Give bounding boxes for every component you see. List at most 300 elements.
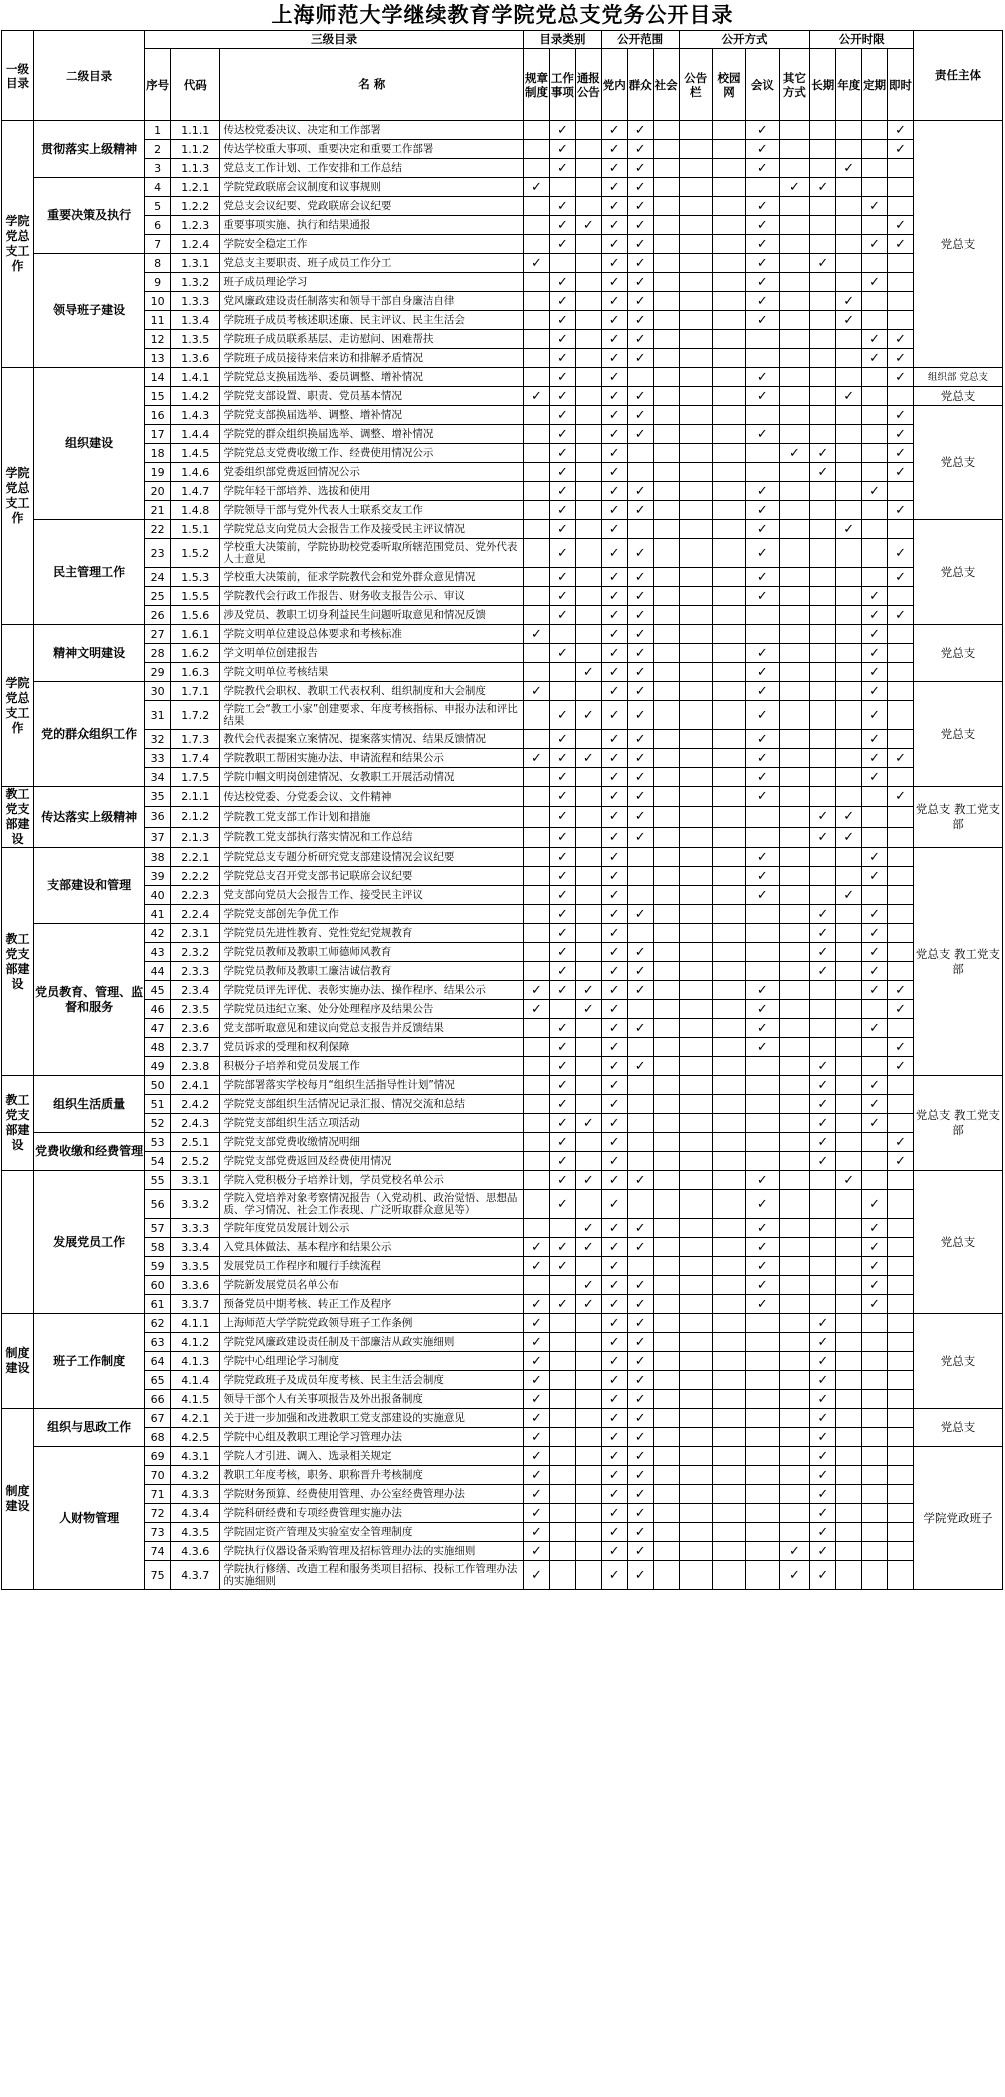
- empty-cell: [549, 254, 575, 273]
- check-mark: ✓: [524, 254, 550, 273]
- check-mark: ✓: [746, 568, 779, 587]
- check-mark: ✓: [627, 178, 653, 197]
- empty-cell: [888, 587, 914, 606]
- empty-cell: [575, 807, 601, 827]
- row-code: 4.2.5: [171, 1428, 220, 1447]
- row-code: 1.3.3: [171, 292, 220, 311]
- row-name: 学院班子成员联系基层、走访慰问、困难帮扶: [220, 330, 524, 349]
- empty-cell: [862, 140, 888, 159]
- empty-cell: [679, 1238, 712, 1257]
- check-mark: ✓: [601, 962, 627, 981]
- row-code: 2.3.2: [171, 943, 220, 962]
- empty-cell: [712, 749, 745, 768]
- row-seq: 43: [145, 943, 171, 962]
- empty-cell: [575, 197, 601, 216]
- empty-cell: [549, 1314, 575, 1333]
- empty-cell: [653, 1019, 679, 1038]
- empty-cell: [524, 1019, 550, 1038]
- empty-cell: [575, 273, 601, 292]
- check-mark: ✓: [601, 273, 627, 292]
- empty-cell: [524, 827, 550, 847]
- disclosure-table: [1, 30, 1003, 1590]
- empty-cell: [575, 962, 601, 981]
- row-seq: 73: [145, 1523, 171, 1542]
- empty-cell: [836, 349, 862, 368]
- check-mark: ✓: [524, 1409, 550, 1428]
- empty-cell: [627, 520, 653, 539]
- row-seq: 59: [145, 1257, 171, 1276]
- empty-cell: [888, 254, 914, 273]
- empty-cell: [810, 981, 836, 1000]
- row-seq: 5: [145, 197, 171, 216]
- empty-cell: [679, 444, 712, 463]
- empty-cell: [836, 1276, 862, 1295]
- header-level3: 三级目录: [145, 31, 524, 49]
- empty-cell: [836, 406, 862, 425]
- level2-label: 组织生活质量: [34, 1076, 145, 1133]
- empty-cell: [679, 1095, 712, 1114]
- row-name: 学院领导干部与党外代表人士联系交友工作: [220, 501, 524, 520]
- empty-cell: [575, 387, 601, 406]
- row-code: 4.1.4: [171, 1371, 220, 1390]
- check-mark: ✓: [746, 216, 779, 235]
- empty-cell: [575, 1523, 601, 1542]
- empty-cell: [836, 1076, 862, 1095]
- empty-cell: [836, 1152, 862, 1171]
- check-mark: ✓: [888, 330, 914, 349]
- empty-cell: [836, 644, 862, 663]
- check-mark: ✓: [549, 1238, 575, 1257]
- empty-cell: [653, 1038, 679, 1057]
- empty-cell: [679, 292, 712, 311]
- check-mark: ✓: [601, 1114, 627, 1133]
- check-mark: ✓: [601, 1371, 627, 1390]
- check-mark: ✓: [601, 1152, 627, 1171]
- check-mark: ✓: [810, 924, 836, 943]
- empty-cell: [779, 539, 810, 568]
- check-mark: ✓: [627, 1371, 653, 1390]
- check-mark: ✓: [862, 1114, 888, 1133]
- empty-cell: [836, 1257, 862, 1276]
- empty-cell: [836, 197, 862, 216]
- row-name: 学院党员先进性教育、党性党纪党规教育: [220, 924, 524, 943]
- table-row: [2, 216, 1003, 235]
- empty-cell: [653, 768, 679, 787]
- header-col-9: 其它方式: [779, 49, 810, 121]
- check-mark: ✓: [601, 663, 627, 682]
- empty-cell: [653, 501, 679, 520]
- check-mark: ✓: [862, 867, 888, 886]
- table-row: [2, 568, 1003, 587]
- empty-cell: [888, 1190, 914, 1219]
- empty-cell: [653, 311, 679, 330]
- empty-cell: [653, 292, 679, 311]
- empty-cell: [862, 121, 888, 140]
- empty-cell: [862, 1504, 888, 1523]
- row-code: 1.6.2: [171, 644, 220, 663]
- row-name: 学院科研经费和专项经费管理实施办法: [220, 1504, 524, 1523]
- check-mark: ✓: [627, 606, 653, 625]
- row-code: 4.3.2: [171, 1466, 220, 1485]
- empty-cell: [575, 1152, 601, 1171]
- row-code: 3.3.4: [171, 1238, 220, 1257]
- empty-cell: [779, 1371, 810, 1390]
- row-code: 1.3.1: [171, 254, 220, 273]
- empty-cell: [679, 807, 712, 827]
- empty-cell: [653, 943, 679, 962]
- header-col-8: 会议: [746, 49, 779, 121]
- empty-cell: [549, 1447, 575, 1466]
- empty-cell: [888, 1114, 914, 1133]
- empty-cell: [653, 1485, 679, 1504]
- empty-cell: [712, 943, 745, 962]
- empty-cell: [862, 886, 888, 905]
- row-name: 学院工会“教工小家”创建要求、年度考核指标、申报办法和评比结果: [220, 701, 524, 730]
- row-seq: 47: [145, 1019, 171, 1038]
- check-mark: ✓: [601, 1295, 627, 1314]
- row-name: 发展党员工作程序和履行手续流程: [220, 1257, 524, 1276]
- check-mark: ✓: [549, 867, 575, 886]
- check-mark: ✓: [601, 159, 627, 178]
- check-mark: ✓: [601, 1219, 627, 1238]
- check-mark: ✓: [601, 1390, 627, 1409]
- row-code: 4.3.6: [171, 1542, 220, 1561]
- check-mark: ✓: [810, 943, 836, 962]
- check-mark: ✓: [549, 924, 575, 943]
- check-mark: ✓: [862, 1295, 888, 1314]
- table-row: [2, 273, 1003, 292]
- row-name: 学院党总支召开党支部书记联席会议纪要: [220, 867, 524, 886]
- empty-cell: [549, 1542, 575, 1561]
- check-mark: ✓: [601, 463, 627, 482]
- check-mark: ✓: [601, 1038, 627, 1057]
- empty-cell: [679, 1466, 712, 1485]
- empty-cell: [862, 1152, 888, 1171]
- check-mark: ✓: [601, 1504, 627, 1523]
- check-mark: ✓: [601, 1314, 627, 1333]
- row-code: 1.5.6: [171, 606, 220, 625]
- row-code: 1.5.3: [171, 568, 220, 587]
- empty-cell: [679, 254, 712, 273]
- check-mark: ✓: [627, 749, 653, 768]
- empty-cell: [653, 1409, 679, 1428]
- empty-cell: [862, 1000, 888, 1019]
- empty-cell: [627, 463, 653, 482]
- table-row: [2, 867, 1003, 886]
- check-mark: ✓: [601, 311, 627, 330]
- empty-cell: [575, 730, 601, 749]
- row-code: 2.5.1: [171, 1133, 220, 1152]
- empty-cell: [712, 1466, 745, 1485]
- empty-cell: [627, 444, 653, 463]
- row-name: 入党具体做法、基本程序和结果公示: [220, 1238, 524, 1257]
- check-mark: ✓: [524, 1504, 550, 1523]
- empty-cell: [836, 1542, 862, 1561]
- empty-cell: [653, 1057, 679, 1076]
- empty-cell: [679, 1000, 712, 1019]
- table-row: [2, 197, 1003, 216]
- empty-cell: [836, 1238, 862, 1257]
- check-mark: ✓: [627, 349, 653, 368]
- empty-cell: [779, 368, 810, 387]
- row-name: 学院年度党员发展计划公示: [220, 1219, 524, 1238]
- empty-cell: [836, 1466, 862, 1485]
- row-name: 班子成员理论学习: [220, 273, 524, 292]
- row-code: 2.2.2: [171, 867, 220, 886]
- check-mark: ✓: [549, 943, 575, 962]
- empty-cell: [746, 1409, 779, 1428]
- empty-cell: [575, 905, 601, 924]
- empty-cell: [862, 216, 888, 235]
- empty-cell: [575, 1314, 601, 1333]
- empty-cell: [862, 387, 888, 406]
- row-code: 3.3.1: [171, 1171, 220, 1190]
- check-mark: ✓: [601, 520, 627, 539]
- empty-cell: [524, 886, 550, 905]
- empty-cell: [653, 807, 679, 827]
- check-mark: ✓: [862, 1190, 888, 1219]
- empty-cell: [888, 962, 914, 981]
- check-mark: ✓: [627, 159, 653, 178]
- check-mark: ✓: [836, 311, 862, 330]
- empty-cell: [836, 1447, 862, 1466]
- empty-cell: [712, 682, 745, 701]
- empty-cell: [712, 1000, 745, 1019]
- check-mark: ✓: [888, 425, 914, 444]
- empty-cell: [779, 311, 810, 330]
- check-mark: ✓: [549, 1152, 575, 1171]
- empty-cell: [679, 482, 712, 501]
- row-code: 3.3.5: [171, 1257, 220, 1276]
- row-seq: 75: [145, 1561, 171, 1590]
- check-mark: ✓: [601, 444, 627, 463]
- row-seq: 60: [145, 1276, 171, 1295]
- empty-cell: [712, 463, 745, 482]
- check-mark: ✓: [627, 273, 653, 292]
- check-mark: ✓: [888, 1152, 914, 1171]
- empty-cell: [779, 701, 810, 730]
- empty-cell: [679, 368, 712, 387]
- empty-cell: [888, 1276, 914, 1295]
- empty-cell: [653, 539, 679, 568]
- check-mark: ✓: [524, 1523, 550, 1542]
- check-mark: ✓: [779, 1561, 810, 1590]
- check-mark: ✓: [746, 197, 779, 216]
- row-seq: 35: [145, 787, 171, 807]
- table-row: [2, 1523, 1003, 1542]
- table-row: [2, 606, 1003, 625]
- empty-cell: [888, 848, 914, 867]
- empty-cell: [810, 311, 836, 330]
- check-mark: ✓: [746, 482, 779, 501]
- check-mark: ✓: [746, 730, 779, 749]
- row-name: 学校重大决策前，征求学院教代会和党外群众意见情况: [220, 568, 524, 587]
- check-mark: ✓: [524, 1333, 550, 1352]
- check-mark: ✓: [627, 1409, 653, 1428]
- check-mark: ✓: [549, 387, 575, 406]
- table-row: [2, 1057, 1003, 1076]
- check-mark: ✓: [549, 121, 575, 140]
- empty-cell: [779, 1466, 810, 1485]
- check-mark: ✓: [836, 159, 862, 178]
- row-seq: 14: [145, 368, 171, 387]
- row-code: 1.2.4: [171, 235, 220, 254]
- check-mark: ✓: [746, 121, 779, 140]
- empty-cell: [862, 444, 888, 463]
- empty-cell: [549, 178, 575, 197]
- row-name: 学文明单位创建报告: [220, 644, 524, 663]
- empty-cell: [888, 178, 914, 197]
- check-mark: ✓: [862, 349, 888, 368]
- empty-cell: [862, 1409, 888, 1428]
- empty-cell: [862, 1057, 888, 1076]
- empty-cell: [627, 368, 653, 387]
- empty-cell: [779, 1152, 810, 1171]
- row-name: 学院财务预算、经费使用管理、办公室经费管理办法: [220, 1485, 524, 1504]
- row-seq: 20: [145, 482, 171, 501]
- empty-cell: [549, 1333, 575, 1352]
- row-seq: 37: [145, 827, 171, 847]
- row-code: 2.5.2: [171, 1152, 220, 1171]
- check-mark: ✓: [810, 1352, 836, 1371]
- check-mark: ✓: [810, 1523, 836, 1542]
- empty-cell: [746, 606, 779, 625]
- empty-cell: [779, 1114, 810, 1133]
- row-code: 2.3.3: [171, 962, 220, 981]
- empty-cell: [810, 1038, 836, 1057]
- check-mark: ✓: [862, 943, 888, 962]
- row-name: 党总支会议纪要、党政联席会议纪要: [220, 197, 524, 216]
- empty-cell: [679, 1076, 712, 1095]
- empty-cell: [888, 644, 914, 663]
- check-mark: ✓: [601, 1019, 627, 1038]
- check-mark: ✓: [524, 1390, 550, 1409]
- check-mark: ✓: [627, 197, 653, 216]
- empty-cell: [679, 235, 712, 254]
- check-mark: ✓: [746, 886, 779, 905]
- empty-cell: [712, 1295, 745, 1314]
- table-row: [2, 1152, 1003, 1171]
- header-responsible: 责任主体: [913, 31, 1002, 121]
- empty-cell: [810, 349, 836, 368]
- check-mark: ✓: [862, 587, 888, 606]
- empty-cell: [888, 1409, 914, 1428]
- level2-label: 组织建设: [34, 368, 145, 520]
- empty-cell: [888, 1447, 914, 1466]
- empty-cell: [679, 1257, 712, 1276]
- empty-cell: [627, 924, 653, 943]
- empty-cell: [888, 768, 914, 787]
- empty-cell: [779, 387, 810, 406]
- table-row: [2, 539, 1003, 568]
- empty-cell: [575, 1409, 601, 1428]
- empty-cell: [712, 425, 745, 444]
- empty-cell: [862, 1390, 888, 1409]
- check-mark: ✓: [549, 1114, 575, 1133]
- empty-cell: [746, 1114, 779, 1133]
- empty-cell: [810, 682, 836, 701]
- empty-cell: [746, 625, 779, 644]
- check-mark: ✓: [627, 1171, 653, 1190]
- empty-cell: [810, 482, 836, 501]
- empty-cell: [888, 663, 914, 682]
- empty-cell: [836, 663, 862, 682]
- empty-cell: [679, 606, 712, 625]
- check-mark: ✓: [627, 216, 653, 235]
- row-code: 1.1.1: [171, 121, 220, 140]
- empty-cell: [524, 644, 550, 663]
- empty-cell: [679, 349, 712, 368]
- empty-cell: [575, 568, 601, 587]
- row-name: 党支部听取意见和建议向党总支报告并反馈结果: [220, 1019, 524, 1038]
- empty-cell: [575, 1561, 601, 1590]
- check-mark: ✓: [746, 292, 779, 311]
- level2-label: 党员教育、管理、监督和服务: [34, 924, 145, 1076]
- empty-cell: [575, 1076, 601, 1095]
- row-code: 4.1.5: [171, 1390, 220, 1409]
- empty-cell: [679, 330, 712, 349]
- check-mark: ✓: [862, 1257, 888, 1276]
- empty-cell: [862, 1038, 888, 1057]
- empty-cell: [712, 1076, 745, 1095]
- empty-cell: [679, 1276, 712, 1295]
- empty-cell: [888, 159, 914, 178]
- empty-cell: [810, 625, 836, 644]
- empty-cell: [779, 1390, 810, 1409]
- responsible-label: 党总支: [913, 520, 1002, 625]
- check-mark: ✓: [810, 1447, 836, 1466]
- empty-cell: [836, 121, 862, 140]
- check-mark: ✓: [746, 663, 779, 682]
- row-seq: 27: [145, 625, 171, 644]
- empty-cell: [836, 1352, 862, 1371]
- empty-cell: [862, 501, 888, 520]
- empty-cell: [653, 1171, 679, 1190]
- row-seq: 65: [145, 1371, 171, 1390]
- check-mark: ✓: [627, 501, 653, 520]
- row-name: 学院教代会职权、教职工代表权利、组织制度和大会制度: [220, 682, 524, 701]
- empty-cell: [779, 482, 810, 501]
- check-mark: ✓: [549, 730, 575, 749]
- empty-cell: [810, 292, 836, 311]
- check-mark: ✓: [746, 787, 779, 807]
- empty-cell: [524, 463, 550, 482]
- empty-cell: [862, 1314, 888, 1333]
- check-mark: ✓: [627, 1057, 653, 1076]
- check-mark: ✓: [746, 273, 779, 292]
- check-mark: ✓: [627, 587, 653, 606]
- empty-cell: [836, 924, 862, 943]
- check-mark: ✓: [601, 501, 627, 520]
- empty-cell: [653, 663, 679, 682]
- level2-label: 人财物管理: [34, 1447, 145, 1590]
- empty-cell: [575, 1095, 601, 1114]
- empty-cell: [836, 235, 862, 254]
- check-mark: ✓: [627, 1219, 653, 1238]
- row-name: 学院党员教师及教职工廉洁诚信教育: [220, 962, 524, 981]
- level2-label: 班子工作制度: [34, 1314, 145, 1409]
- check-mark: ✓: [810, 1390, 836, 1409]
- row-seq: 62: [145, 1314, 171, 1333]
- empty-cell: [653, 886, 679, 905]
- empty-cell: [779, 292, 810, 311]
- empty-cell: [888, 701, 914, 730]
- empty-cell: [575, 1190, 601, 1219]
- row-name: 学院入党积极分子培养计划，学员党校名单公示: [220, 1171, 524, 1190]
- check-mark: ✓: [810, 1466, 836, 1485]
- empty-cell: [862, 1133, 888, 1152]
- row-code: 1.6.3: [171, 663, 220, 682]
